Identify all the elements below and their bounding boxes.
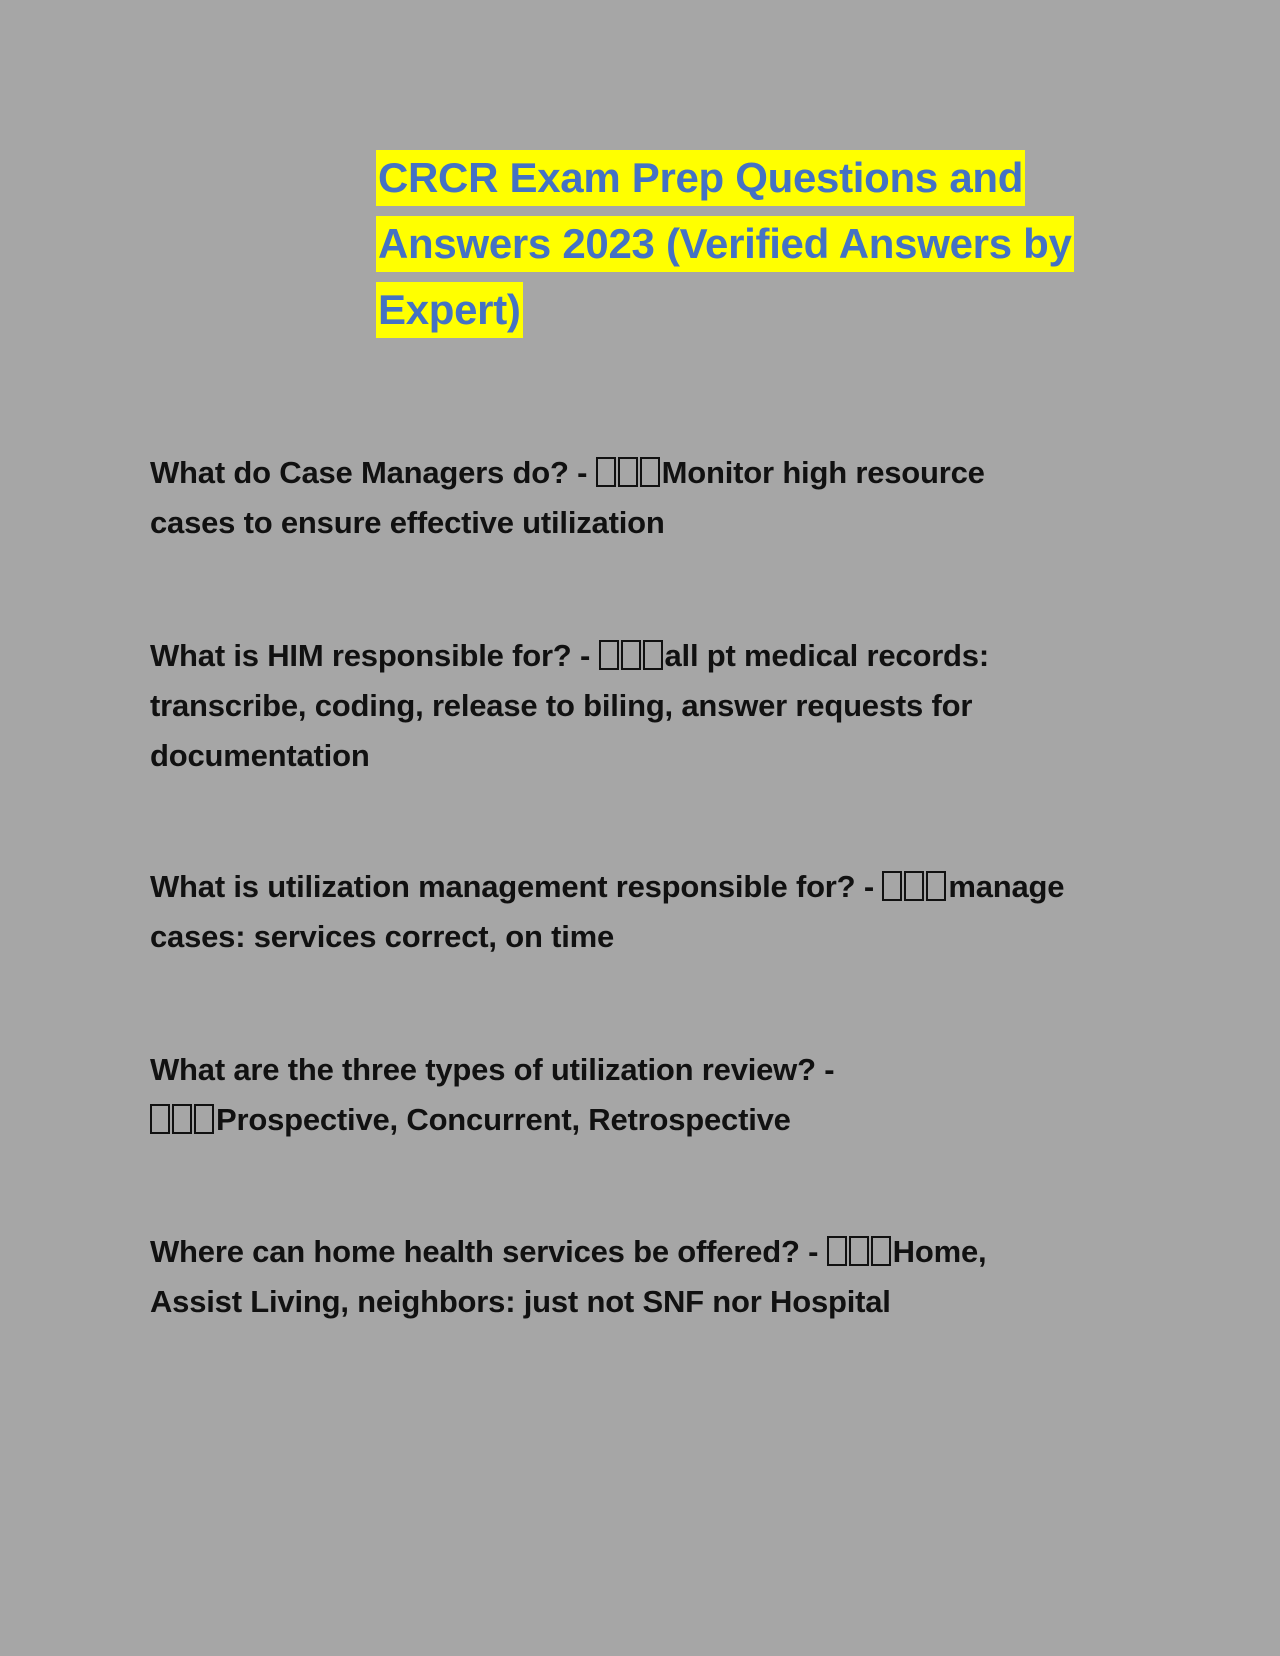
- answer-text: manage: [948, 869, 1065, 904]
- missing-glyph-icon: [150, 1104, 170, 1134]
- missing-glyph-icon: [599, 640, 619, 670]
- qa-item: [150, 448, 985, 548]
- missing-glyph-icon: [849, 1236, 869, 1266]
- answer-continuation: documentation: [150, 738, 370, 773]
- question-text: Where can home health services be offered? -: [150, 1234, 827, 1269]
- missing-glyph-icon: [621, 640, 641, 670]
- missing-glyph-icon: [618, 457, 638, 487]
- title-line-3: Expert): [376, 282, 523, 338]
- title-line-2: Answers 2023 (Verified Answers by: [376, 216, 1074, 272]
- missing-glyph-icon: [871, 1236, 891, 1266]
- question-text: What is HIM responsible for? -: [150, 638, 599, 673]
- answer-text: Monitor high resource: [661, 455, 985, 490]
- missing-glyph-icon: [904, 871, 924, 901]
- title-line-1: CRCR Exam Prep Questions and: [376, 150, 1025, 206]
- missing-glyph-icon: [596, 457, 616, 487]
- qa-line: [150, 1095, 834, 1145]
- answer-continuation: cases: services correct, on time: [150, 919, 615, 954]
- missing-glyph-icon: [643, 640, 663, 670]
- qa-line: [150, 448, 985, 498]
- missing-glyph-icon: [827, 1236, 847, 1266]
- missing-glyph-icon: [882, 871, 902, 901]
- answer-continuation: transcribe, coding, release to biling, answer requests for: [150, 688, 973, 723]
- missing-glyph-icon: [194, 1104, 214, 1134]
- missing-glyph-icon: [172, 1104, 192, 1134]
- qa-item: [150, 1227, 986, 1327]
- missing-glyph-icon: [640, 457, 660, 487]
- answer-text: Home,: [892, 1234, 987, 1269]
- qa-line: [150, 1227, 986, 1277]
- qa-line: [150, 862, 1064, 912]
- answer-text: Prospective, Concurrent, Retrospective: [216, 1102, 791, 1137]
- question-text: What are the three types of utilization review? -: [150, 1052, 835, 1087]
- missing-glyph-icon: [926, 871, 946, 901]
- qa-item: [150, 1045, 834, 1145]
- qa-item: [150, 862, 1064, 962]
- answer-text: all pt medical records:: [664, 638, 989, 673]
- qa-line: [150, 631, 989, 681]
- document-title: [376, 150, 1136, 348]
- answer-continuation: cases to ensure effective utilization: [150, 505, 665, 540]
- qa-item: [150, 631, 989, 781]
- question-text: What do Case Managers do? -: [150, 455, 596, 490]
- answer-continuation: Assist Living, neighbors: just not SNF nor Hospital: [150, 1284, 891, 1319]
- question-text: What is utilization management responsible for? -: [150, 869, 883, 904]
